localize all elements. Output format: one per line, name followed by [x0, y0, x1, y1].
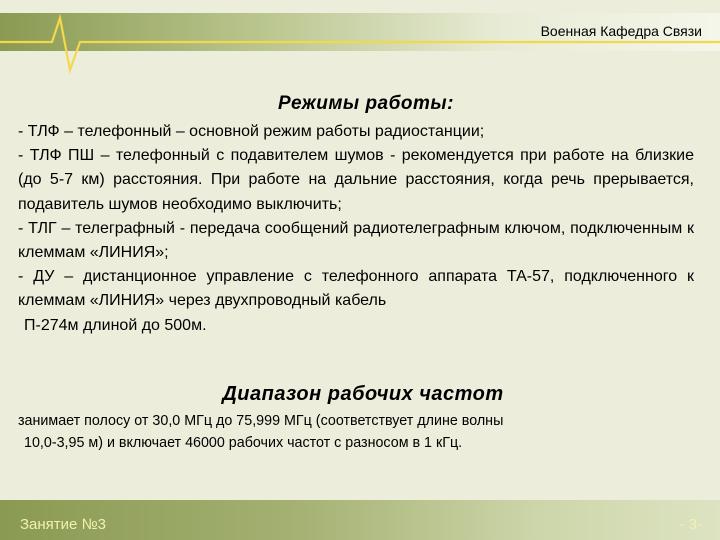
- header-title: Военная Кафедра Связи: [540, 23, 702, 39]
- section-title-modes: Режимы работы:: [278, 93, 454, 114]
- frequency-line-2: 10,0-3,95 м) и включает 46000 рабочих частот с разносом в 1 кГц.: [24, 435, 463, 451]
- mode-item-du: - ДУ – дистанционное управление с телефонного аппарата ТА-57, подключенного к клеммам «ЛИНИЯ» через двухпроводный кабель: [18, 268, 694, 310]
- modes-list: [18, 120, 694, 338]
- page-number: - 3-: [679, 516, 702, 533]
- lesson-label: Занятие №3: [20, 516, 107, 533]
- mode-item-du-continued: П-274м длиной до 500м.: [24, 316, 207, 334]
- header: [0, 0, 720, 76]
- frequency-line-1: занимает полосу от 30,0 МГц до 75,999 МГц (соответствует длине волны: [18, 413, 504, 429]
- frequency-description: [18, 410, 708, 454]
- section-title-frequency: Диапазон рабочих частот: [222, 383, 504, 405]
- mode-item-tlg: - ТЛГ – телеграфный - передача сообщений радиотелеграфным ключом, подключенным к клеммам «ЛИНИЯ»;: [18, 219, 694, 262]
- footer: [0, 500, 720, 540]
- mode-item-tlf-psh: - ТЛФ ПШ – телефонный с подавителем шумов - рекомендуется при работе на близкие (до 5-7 км) расстояния. При работе на дальние расстояния, когда речь прерывается, подавитель шумов необходимо выключить;: [18, 147, 694, 213]
- mode-item-tlf: - ТЛФ – телефонный – основной режим работы радиостанции;: [18, 123, 485, 140]
